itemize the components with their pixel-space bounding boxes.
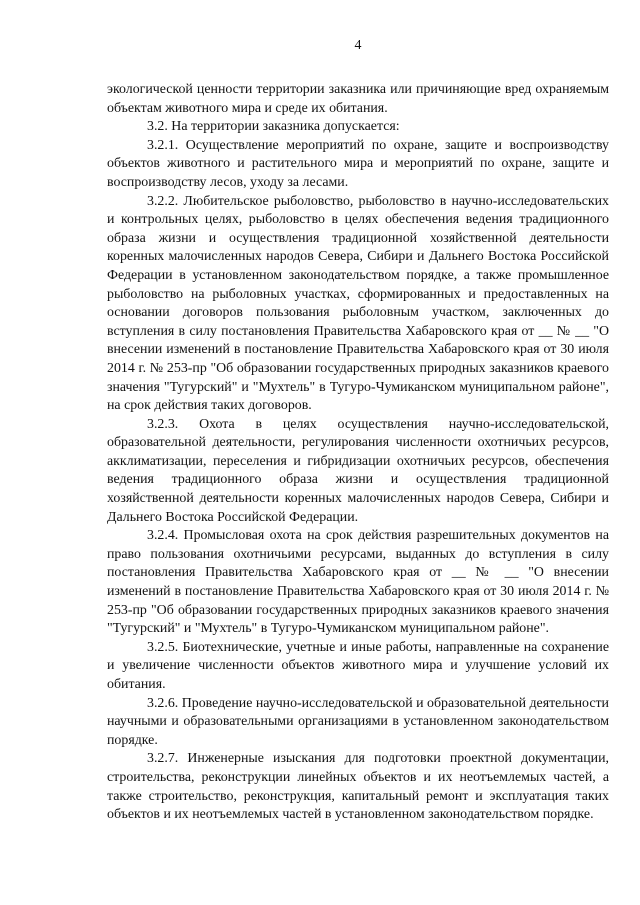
paragraph-3-2-4: 3.2.4. Промысловая охота на срок действия разрешительных документов на право пользования охотничьими ресурсами, выданных до вступления в силу постановления Правительства Хабаровского края от __ № __ "О внесении изменений в постановление Правительства Хабаровского края от 30 июля 2014 г. № 253-пр "Об образовании государственных природных заказников краевого значения "Тугурский" и "Мухтель" в Тугуро-Чумиканском муниципальном районе". [107,528,609,637]
paragraph-3-2-7: 3.2.7. Инженерные изыскания для подготовки проектной документации, строительства, реконструкции линейных объектов и их неотъемлемых частей, а также строительство, реконструкция, капитальный ремонт и эксплуатация таких объектов и их неотъемлемых частей в установленном законодательством порядке. [107,751,609,823]
page-number: 4 [354,38,362,53]
paragraph-3-2-3: 3.2.3. Охота в целях осуществления научно-исследовательской, образовательной деятельности, регулирования численности охотничьих ресурсов, акклиматизации, переселения и гибридизации охотничьих ресурсов, обеспечения ведения традиционного образа жизни и осуществления традиционной хозяйственной деятельности коренных малочисленных народов Севера, Сибири и Дальнего Востока Российской Федерации. [107,416,609,525]
paragraph-continuation: экологической ценности территории заказника или причиняющие вред охраняемым объектам животного мира и среде их обитания. [107,82,609,116]
paragraph-3-2: 3.2. На территории заказника допускается: [147,119,400,135]
paragraph-3-2-5: 3.2.5. Биотехнические, учетные и иные работы, направленные на сохранение и увеличение численности объектов животного мира и улучшение условий их обитания. [107,639,609,692]
paragraph-3-2-2: 3.2.2. Любительское рыболовство, рыболовство в научно-исследовательских и контрольных целях, рыболовство в целях обеспечения ведения традиционного образа жизни и осуществления традиционной хозяйственной деятельности коренных малочисленных народов Севера, Сибири и Дальнего Востока Российской Федерации в установленном законодательством порядке, а также промышленное рыболовство на рыболовных участках, сформированных и предоставленных на основании договоров пользования рыболовным участком, заключенных до вступления в силу постановления Правительства Хабаровского края от __ № __ "О внесении изменений в постановление Правительства Хабаровского края от 30 июля 2014 г. № 253-пр "Об образовании государственных природных заказников краевого значения "Тугурский" и "Мухтель" в Тугуро-Чумиканском муниципальном районе", на срок действия таких договоров. [107,193,609,414]
paragraph-3-2-6: 3.2.6. Проведение научно-исследовательской и образовательной деятельности научными и образовательными организациями в установленном законодательством порядке. [107,695,609,748]
paragraph-3-2-1: 3.2.1. Осуществление мероприятий по охране, защите и воспроизводству объектов животного и растительного мира и мероприятий по охране, защите и воспроизводству лесов, уходу за лесами. [107,137,609,190]
